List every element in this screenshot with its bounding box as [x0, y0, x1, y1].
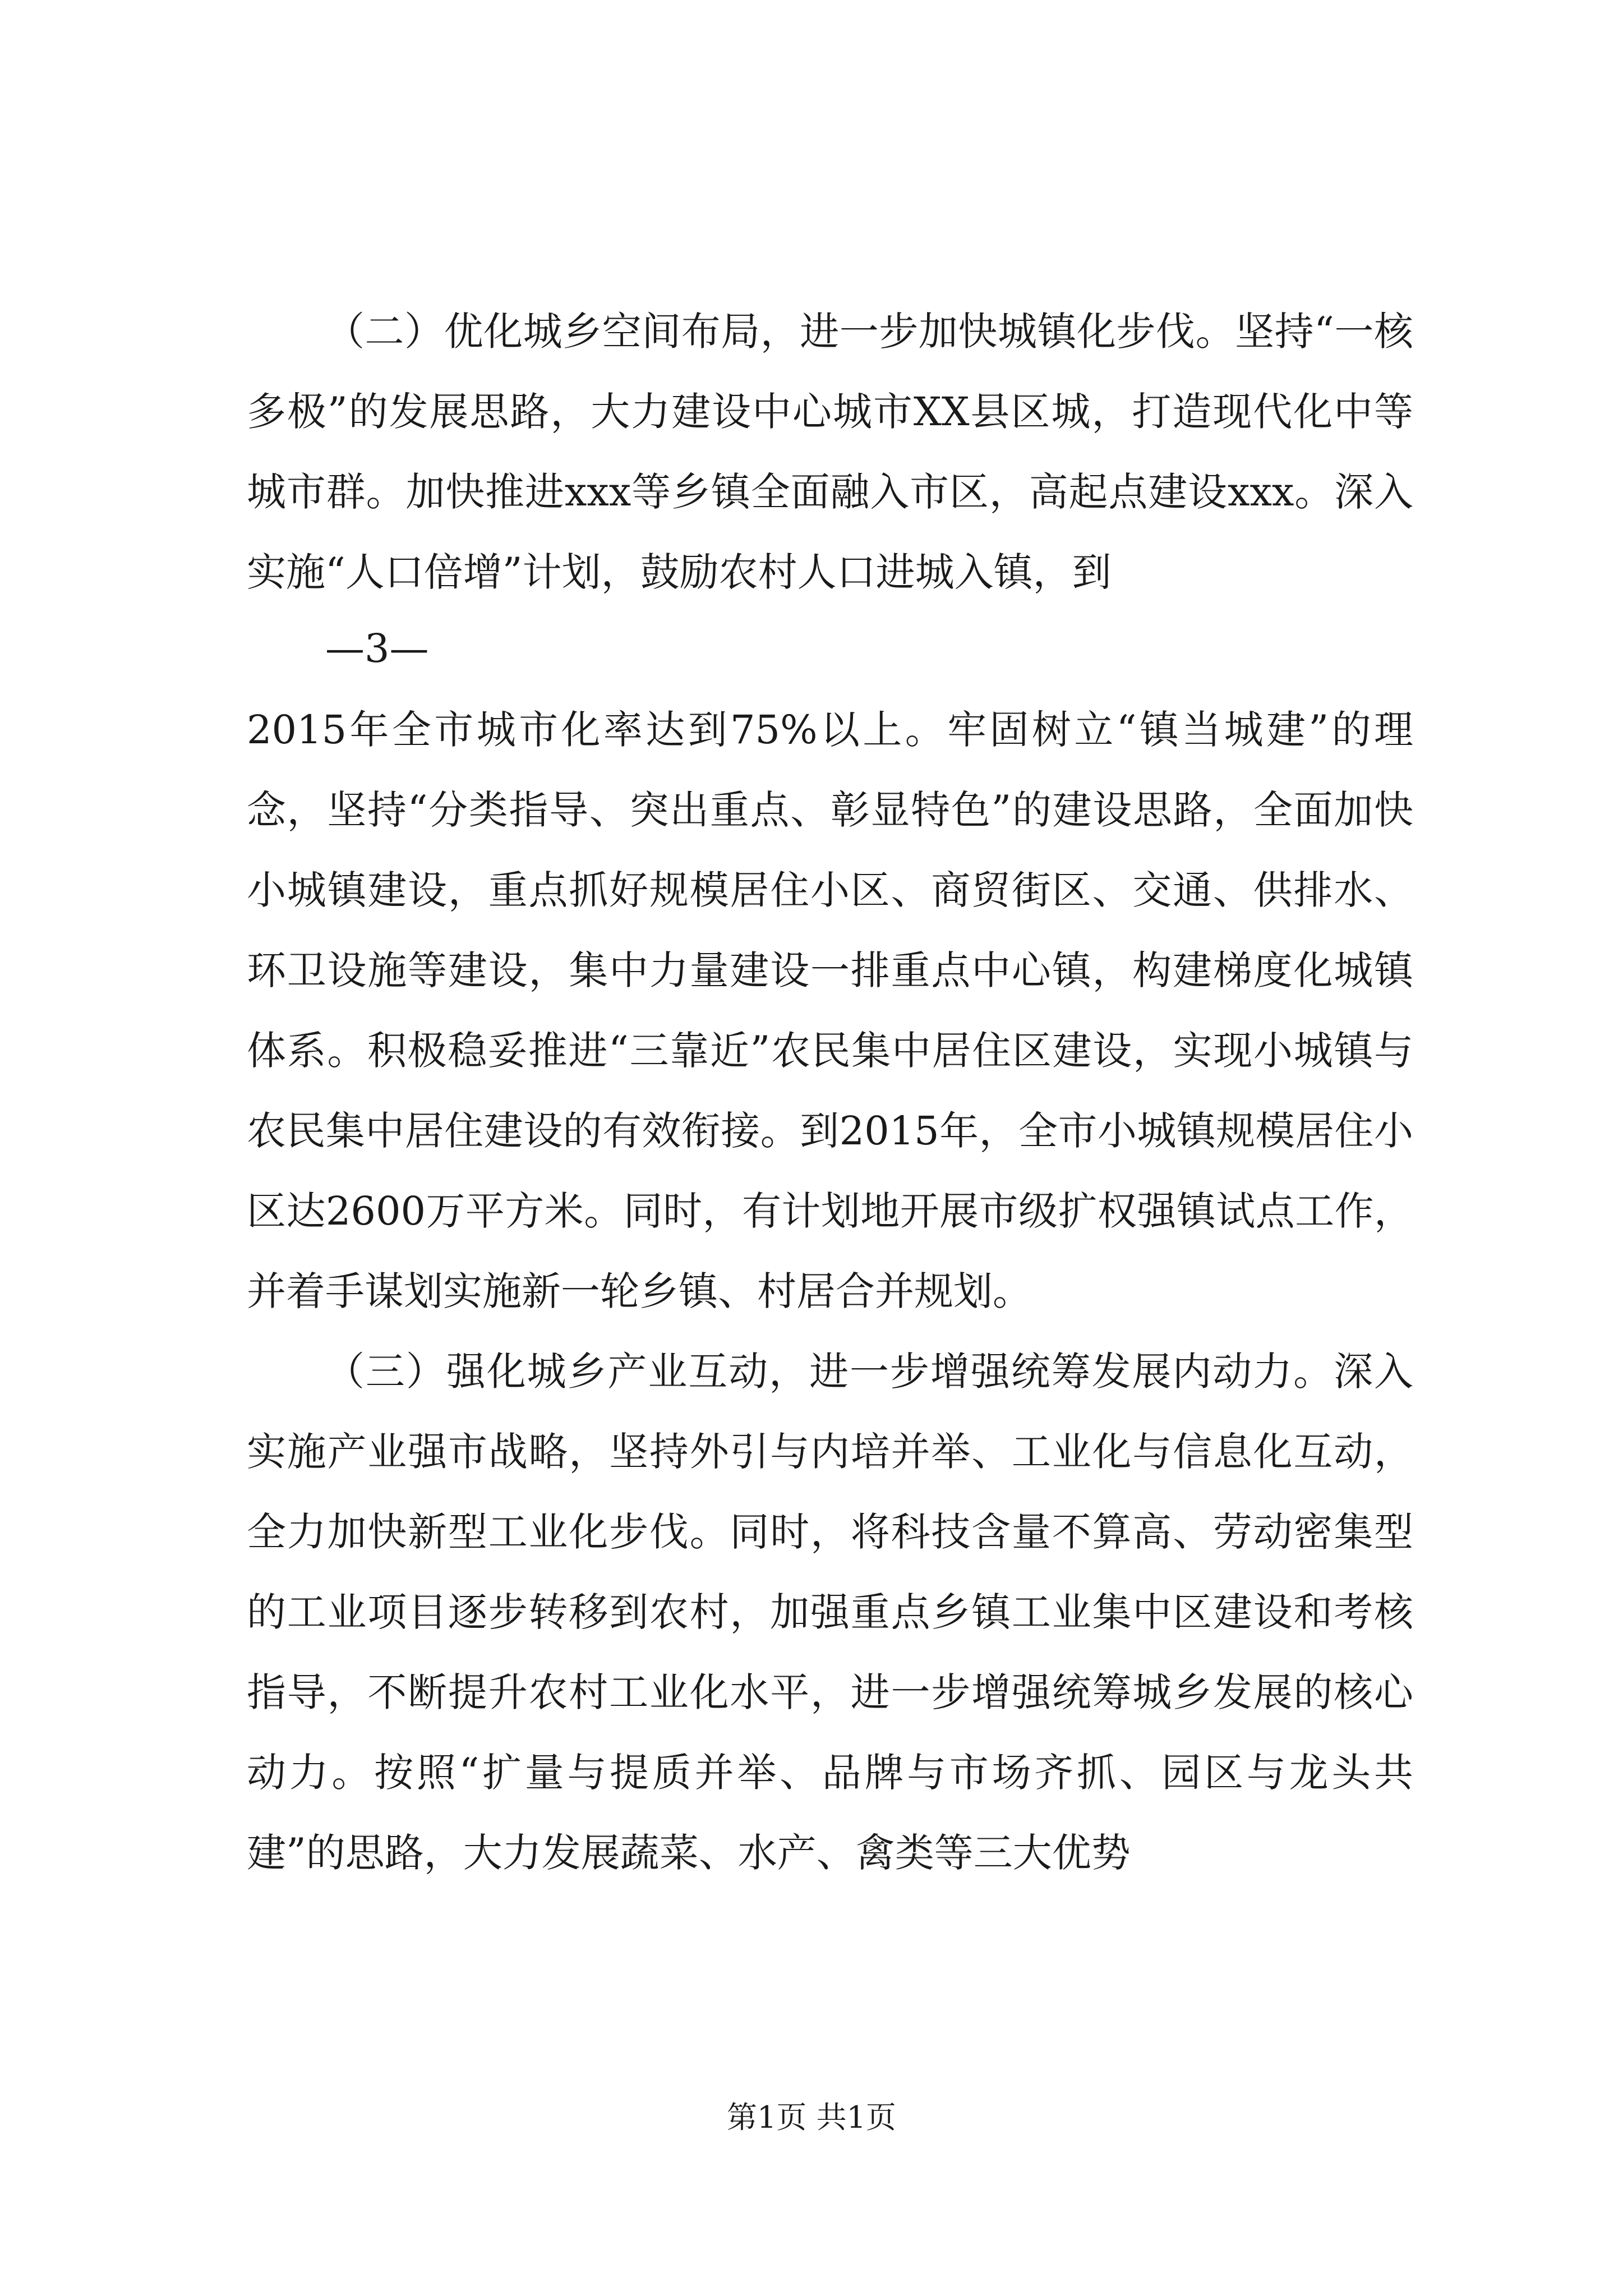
- paragraph-section-2: （二）优化城乡空间布局，进一步加快城镇化步伐。坚持“一核多极”的发展思路，大力建设中心城市XX县区城，打造现代化中等城市群。加快推进xxx等乡镇全面融入市区，高起点建设xxx。深入实施“人口倍增”计划，鼓励农村人口进城入镇，到: [247, 309, 1413, 595]
- paragraph-section-3: （三）强化城乡产业互动，进一步增强统筹发展内动力。深入实施产业强市战略，坚持外引与内培并举、工业化与信息化互动，全力加快新型工业化步伐。同时，将科技含量不算高、劳动密集型的工业项目逐步转移到农村，加强重点乡镇工业集中区建设和考核指导，不断提升农村工业化水平，进一步增强统筹城乡发展的核心动力。按照“扩量与提质并举、品牌与市场齐抓、园区与龙头共建”的思路，大力发展蔬菜、水产、禽类等三大优势: [247, 1349, 1413, 1876]
- body-text-top: [247, 292, 1413, 613]
- paragraph-continuation: 2015年全市城市化率达到75%以上。牢固树立“镇当城建”的理念，坚持“分类指导、突出重点、彰显特色”的建设思路，全面加快小城镇建设，重点抓好规模居住小区、商贸街区、交通、供排水、环卫设施等建设，集中力量建设一排重点中心镇，构建梯度化城镇体系。积极稳妥推进“三靠近”农民集中居住区建设，实现小城镇与农民集中居住建设的有效衔接。到2015年，全市小城镇规模居住小区达2600万平方米。同时，有计划地开展市级扩权强镇试点工作，并着手谋划实施新一轮乡镇、村居合并规划。: [247, 707, 1413, 1314]
- page-footer: 第1页 共1页: [727, 2100, 896, 2135]
- body-text-bottom: [247, 690, 1413, 1893]
- page-number-marker: —3—: [325, 625, 429, 671]
